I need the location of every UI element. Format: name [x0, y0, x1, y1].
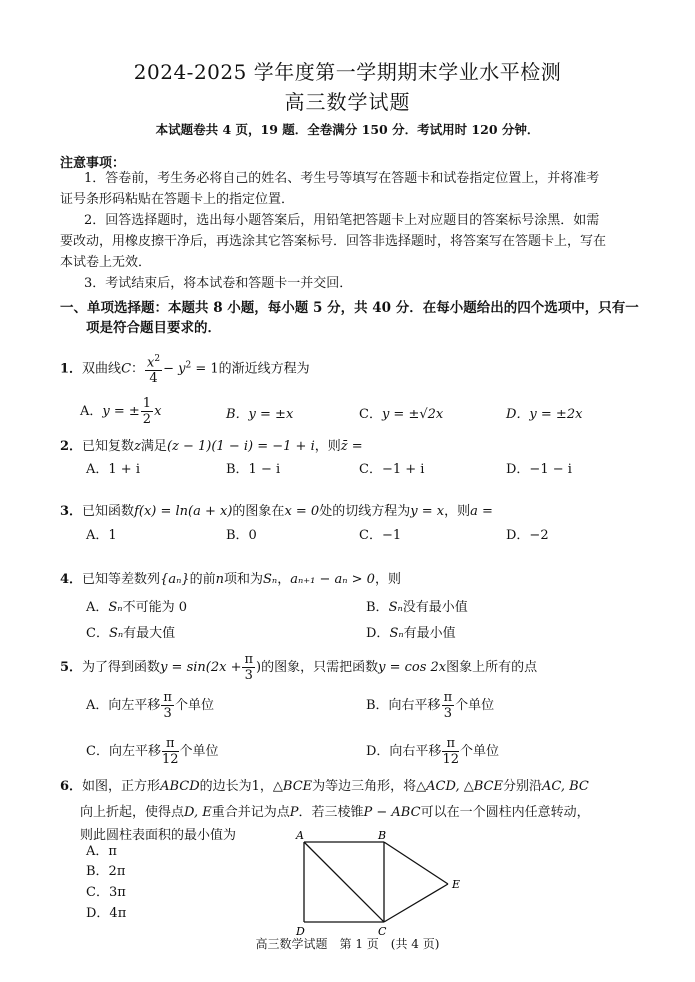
- exam-title: 2024-2025 学年度第一学期期末学业水平检测: [133, 60, 562, 84]
- q6-l2b: 重合并记为点: [211, 805, 290, 820]
- q5-d-post: 个单位: [459, 744, 499, 759]
- q4-c-label: C．: [86, 626, 109, 641]
- label-a: A: [296, 829, 304, 842]
- q4-b-label: B．: [366, 600, 389, 615]
- q1-x: x: [147, 355, 155, 371]
- q5-option-d[interactable]: [366, 736, 499, 767]
- q2-number: 2．: [60, 439, 83, 454]
- q4-option-c[interactable]: [86, 622, 175, 641]
- q4-n: n: [215, 572, 225, 587]
- q6-option-b[interactable]: B．2π: [86, 864, 126, 879]
- q5-f-post: ): [256, 660, 262, 675]
- section1-line1: 一、单项选择题：本题共 8 小题，每小题 5 分，共 40 分．在每小题给出的四个选项中，只有一: [60, 300, 639, 316]
- edge-ac: [304, 842, 384, 922]
- q1-curve: C: [121, 361, 132, 377]
- q3-tan: y = x: [410, 504, 445, 519]
- q5-a-frac: [161, 690, 174, 721]
- edge-be: [384, 842, 448, 884]
- q1-sup-y: 2: [185, 360, 192, 371]
- q4-t4: ，: [277, 572, 291, 587]
- notes-heading: 注意事项：: [60, 156, 126, 171]
- q4-sn: Sₙ: [263, 572, 278, 587]
- q2-option-d[interactable]: D．−1 − i: [506, 462, 572, 477]
- q5-three: 3: [244, 668, 253, 683]
- q3-t2: 的图象在: [232, 504, 285, 519]
- note-3: 3．考试结束后，将本试卷和答题卡一并交回．: [84, 276, 353, 291]
- q2-eq: (z − 1)(1 − i) = −1 + i: [166, 439, 315, 454]
- q4-t2: 的前: [189, 572, 216, 587]
- question-1: [60, 352, 310, 386]
- q5-b-frac: [442, 690, 455, 721]
- q2-z: z: [134, 439, 141, 454]
- q6-number: 6．: [60, 779, 83, 794]
- q4-seq: {aₙ}: [160, 572, 190, 587]
- q1-option-a[interactable]: [80, 396, 161, 427]
- q5-c-frac: [162, 736, 179, 767]
- q3-t1: 已知函数: [82, 504, 135, 519]
- q1-c-label: C．: [359, 407, 382, 422]
- q4-option-b[interactable]: [366, 596, 468, 615]
- q6-p: P: [289, 805, 299, 820]
- q4-option-a[interactable]: [86, 596, 187, 615]
- q6-abcd: ABCD: [160, 779, 200, 794]
- question-2: [60, 435, 363, 454]
- q2-t1: 已知复数: [82, 439, 135, 454]
- q1-a-label: A．: [80, 404, 103, 419]
- q2-option-c[interactable]: C．−1 + i: [359, 462, 425, 477]
- q5-c-pi: π: [162, 736, 179, 752]
- q1-a-num: 1: [142, 396, 152, 411]
- q5-b-pi: π: [443, 690, 453, 705]
- question-5: [60, 652, 537, 683]
- label-c: C: [378, 925, 387, 938]
- q1-fraction: [145, 352, 162, 386]
- q3-number: 3．: [60, 504, 83, 519]
- question-6-line3: 则此圆柱表面积的最小值为: [80, 828, 237, 843]
- section1-line2: 项是符合题目要求的．: [86, 320, 221, 336]
- q1-den: 4: [149, 371, 158, 387]
- q1-a-frac: [141, 396, 153, 427]
- exam-subtitle: 高三数学试题: [284, 90, 411, 114]
- exam-info: 本试题卷共 4 页，19 题．全卷满分 150 分．考试用时 120 分钟．: [155, 122, 540, 137]
- q5-b-post: 个单位: [455, 698, 495, 713]
- note-2a: 2．回答选择题时，选出每小题答案后，用铅笔把答题卡上对应题目的答案标号涂黑．如需: [84, 213, 600, 228]
- q6-bce: △BCE: [272, 779, 313, 794]
- q6-l1c: 为等边三角形，将: [312, 779, 417, 794]
- q1-option-c[interactable]: [359, 403, 443, 422]
- q5-frac: [242, 652, 255, 683]
- q1-a-den: 2: [142, 412, 152, 427]
- question-6-line2: [80, 801, 590, 820]
- q2-t3: ，则: [314, 439, 341, 454]
- q6-l2c: ．若三棱锥: [298, 805, 364, 820]
- q6-tri: △ACD, △BCE: [416, 779, 503, 794]
- q5-d-frac: [442, 736, 459, 767]
- q5-c-pre: C．向左平移: [86, 744, 161, 759]
- q4-cond: aₙ₊₁ − aₙ > 0: [290, 572, 375, 587]
- q4-c-text: 有最大值: [123, 626, 176, 641]
- q6-option-a[interactable]: A．π: [86, 844, 117, 859]
- q4-t3: 项和为: [224, 572, 264, 587]
- label-d: D: [296, 925, 305, 938]
- q2-option-b[interactable]: B．1 − i: [226, 462, 281, 477]
- q6-option-d[interactable]: D．4π: [86, 906, 127, 921]
- q5-a-post: 个单位: [174, 698, 214, 713]
- q6-l1d: 分别沿: [502, 779, 542, 794]
- q4-d-s: Sₙ: [389, 626, 404, 641]
- q4-b-text: 没有最小值: [402, 600, 468, 615]
- q3-option-c[interactable]: C．−1: [359, 528, 402, 543]
- q6-l2a: 向上折起，使得点: [80, 805, 185, 820]
- note-2b: 要改动，用橡皮擦干净后，再选涂其它答案标号．回答非选择题时，将答案写在答题卡上，写在: [60, 234, 607, 249]
- q5-t2: 的图象，只需把函数: [261, 660, 379, 675]
- q6-edges: AC, BC: [541, 779, 589, 794]
- q5-a-den: 3: [163, 706, 172, 721]
- note-2c: 本试卷上无效．: [60, 255, 152, 270]
- q4-d-label: D．: [366, 626, 390, 641]
- q6-de: D, E: [184, 805, 212, 820]
- q1-sup: 2: [154, 354, 161, 364]
- q4-t5: ，则: [374, 572, 401, 587]
- q5-b-pre: B．向右平移: [366, 698, 441, 713]
- q5-pi: π: [244, 652, 254, 667]
- q4-a-s: Sₙ: [108, 600, 123, 615]
- q5-a-pre: A．向左平移: [86, 698, 161, 713]
- q3-option-b[interactable]: B．0: [226, 528, 257, 543]
- q5-c-post: 个单位: [179, 744, 219, 759]
- q1-number: 1．: [60, 361, 83, 377]
- q4-b-s: Sₙ: [388, 600, 403, 615]
- page-footer: 高三数学试题 第 1 页 (共 4 页): [255, 937, 440, 951]
- q5-d-pi: π: [442, 736, 459, 752]
- q6-option-c[interactable]: C．3π: [86, 885, 126, 900]
- q5-a-pi: π: [163, 690, 172, 705]
- q1-y2: − y: [163, 361, 186, 377]
- q4-a-text: 不可能为 0: [122, 600, 187, 615]
- q5-t3: 图象上所有的点: [446, 660, 538, 675]
- q5-d-den: 12: [442, 752, 459, 767]
- q1-c-expr: y = ±√2x: [381, 407, 444, 422]
- q5-option-b[interactable]: [366, 690, 494, 721]
- q6-l2d: 可以在一个圆柱内任意转动，: [420, 805, 590, 820]
- q4-number: 4．: [60, 572, 83, 587]
- q5-number: 5．: [60, 660, 83, 675]
- q5-b-den: 3: [443, 706, 452, 721]
- q1-option-b[interactable]: B．y = ±x: [226, 407, 294, 422]
- label-b: B: [378, 829, 387, 842]
- q4-a-label: A．: [86, 600, 109, 615]
- q6-l1b: 的边长为1，: [199, 779, 273, 794]
- q4-d-text: 有最小值: [403, 626, 456, 641]
- q3-ask: a =: [470, 504, 493, 519]
- question-4: [60, 568, 401, 587]
- q5-t1: 为了得到函数: [82, 660, 161, 675]
- q3-f: f(x) = ln(a + x): [134, 504, 233, 519]
- q6-figure: [290, 826, 470, 938]
- q1-pre: 双曲线: [82, 361, 122, 377]
- q5-c-den: 12: [161, 752, 179, 767]
- q2-option-a[interactable]: A．1 + i: [86, 462, 140, 477]
- q4-option-d[interactable]: [366, 622, 456, 641]
- q4-t1: 已知等差数列: [82, 572, 161, 587]
- q1-a-x: x: [154, 404, 162, 419]
- note-1a: 1．答卷前，考生务必将自己的姓名、考生号等填写在答题卡和试卷指定位置上，并将准考: [84, 171, 600, 186]
- q6-l1a: 如图，正方形: [82, 779, 161, 794]
- q1-colon: ：: [131, 361, 145, 377]
- edge-ce: [384, 884, 448, 922]
- question-6-line1: [60, 775, 589, 794]
- label-e: E: [452, 878, 461, 891]
- question-3: [60, 500, 493, 519]
- note-1b: 证号条形码粘贴在答题卡上的指定位置．: [60, 192, 295, 207]
- q2-t2: 满足: [140, 439, 167, 454]
- q1-eq: = 1: [191, 361, 219, 377]
- q5-g: y = cos 2x: [378, 660, 447, 675]
- q1-post: 的渐近线方程为: [218, 361, 310, 377]
- q2-zbar: z̄ =: [340, 439, 363, 454]
- q1-option-d[interactable]: D．y = ±2x: [506, 407, 583, 422]
- q6-pabc: P − ABC: [363, 805, 421, 820]
- q4-c-s: Sₙ: [108, 626, 124, 641]
- q5-f-pre: y = sin(2x +: [160, 660, 242, 675]
- q5-option-c[interactable]: [86, 736, 219, 767]
- q3-t3: 处的切线方程为: [319, 504, 411, 519]
- q3-option-a[interactable]: A．1: [86, 528, 117, 543]
- q3-at: x = 0: [284, 504, 320, 519]
- q1-a-lhs: y = ±: [102, 404, 140, 419]
- q3-option-d[interactable]: D．−2: [506, 528, 549, 543]
- q3-t4: ，则: [444, 504, 471, 519]
- q5-option-a[interactable]: [86, 690, 214, 721]
- q5-d-pre: D．向右平移: [366, 744, 442, 759]
